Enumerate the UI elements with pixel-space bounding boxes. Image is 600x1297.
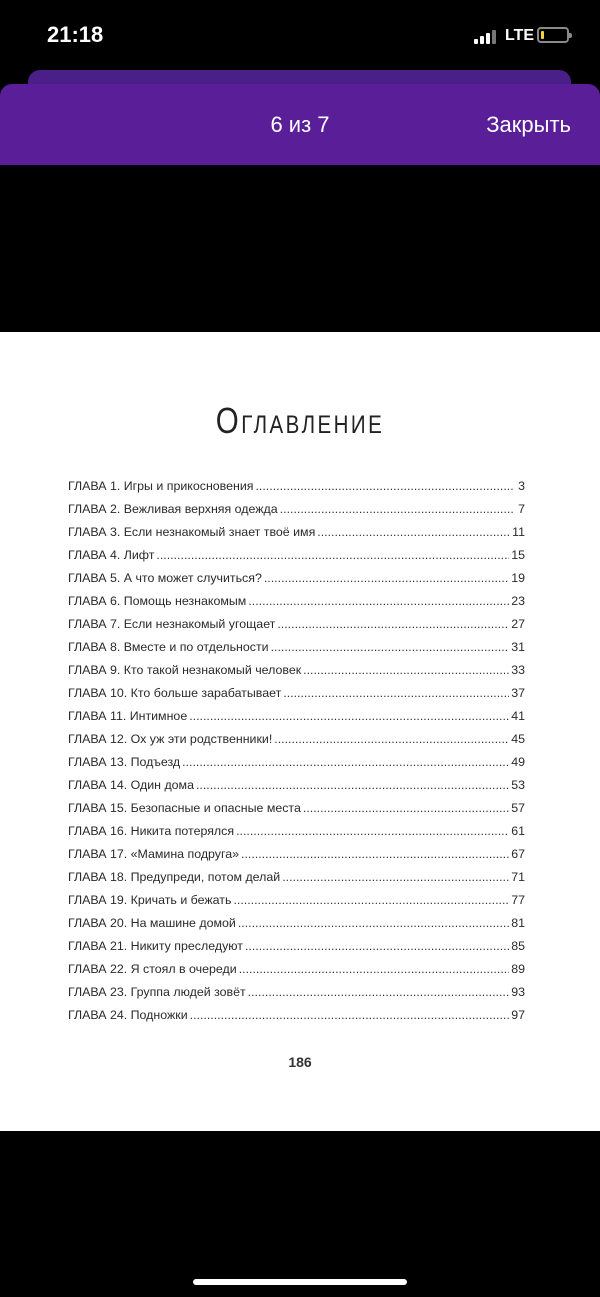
toc-leader-dots [236,824,509,838]
toc-leader-dots [182,755,509,769]
toc-leader-dots [264,571,509,585]
toc-chapter-label: ГЛАВА 11. Интимное [68,709,188,723]
toc-chapter-label: ГЛАВА 14. Один дома [68,778,194,792]
toc-leader-dots [271,640,510,654]
toc-chapter-label: ГЛАВА 15. Безопасные и опасные места [68,801,301,815]
toc-page-number: 85 [511,939,525,953]
toc-row [68,571,525,594]
toc-leader-dots [283,686,509,700]
toc-page-number: 67 [511,847,525,861]
toc-chapter-label: ГЛАВА 5. А что может случиться? [68,571,262,585]
toc-row [68,594,525,617]
signal-icon [474,30,498,44]
toc-row [68,479,525,502]
toc-page-number: 71 [511,870,525,884]
toc-chapter-label: ГЛАВА 7. Если незнакомый угощает [68,617,276,631]
toc-row [68,1008,525,1031]
toc-leader-dots [241,847,509,861]
battery-icon [537,27,569,43]
toc-chapter-label: ГЛАВА 19. Кричать и бежать [68,893,232,907]
toc-row [68,824,525,847]
toc-row [68,686,525,709]
toc-chapter-label: ГЛАВА 20. На машине домой [68,916,236,930]
toc-row [68,709,525,732]
toc-leader-dots [280,502,513,516]
toc-leader-dots [238,916,509,930]
toc-leader-dots [189,709,509,723]
toc-leader-dots [317,525,510,539]
close-button[interactable]: Закрыть [486,112,571,137]
image-counter: 6 из 7 [270,112,330,137]
home-indicator[interactable] [193,1279,407,1285]
viewer-header [0,84,600,165]
toc-page-number: 7 [518,502,525,516]
toc-chapter-label: ГЛАВА 12. Ох уж эти родственники! [68,732,273,746]
toc-chapter-label: ГЛАВА 17. «Мамина подруга» [68,847,240,861]
toc-chapter-label: ГЛАВА 6. Помощь незнакомым [68,594,247,608]
toc-page-number: 3 [518,479,525,493]
toc-page-number: 27 [511,617,525,631]
toc-row [68,801,525,824]
toc-page-number: 45 [511,732,525,746]
toc-leader-dots [233,893,509,907]
toc-page-number: 37 [511,686,525,700]
toc-chapter-label: ГЛАВА 9. Кто такой незнакомый человек [68,663,302,677]
toc-row [68,548,525,571]
toc-row [68,962,525,985]
toc-row [68,939,525,962]
toc-page-number: 31 [511,640,525,654]
toc-leader-dots [190,1008,510,1022]
toc-leader-dots [255,479,513,493]
toc-chapter-label: ГЛАВА 16. Никита потерялся [68,824,235,838]
page-title: Оглавление [215,400,385,441]
toc-row [68,755,525,778]
toc-chapter-label: ГЛАВА 24. Подножки [68,1008,188,1022]
table-of-contents [68,479,525,1031]
toc-leader-dots [303,801,509,815]
toc-page-number: 77 [511,893,525,907]
toc-page-number: 53 [511,778,525,792]
network-type: LTE [505,27,535,44]
toc-row [68,502,525,525]
toc-page-number: 81 [511,916,525,930]
toc-chapter-label: ГЛАВА 4. Лифт [68,548,155,562]
toc-chapter-label: ГЛАВА 8. Вместе и по отдельности [68,640,269,654]
toc-row [68,870,525,893]
toc-page-number: 49 [511,755,525,769]
toc-row [68,663,525,686]
toc-chapter-label: ГЛАВА 22. Я стоял в очереди [68,962,237,976]
toc-chapter-label: ГЛАВА 18. Предупреди, потом делай [68,870,281,884]
toc-page-number: 33 [511,663,525,677]
toc-row [68,617,525,640]
toc-leader-dots [239,962,510,976]
toc-leader-dots [282,870,509,884]
book-page-image[interactable] [0,332,600,1131]
toc-chapter-label: ГЛАВА 23. Группа людей зовёт [68,985,246,999]
toc-leader-dots [274,732,509,746]
toc-row [68,916,525,939]
toc-leader-dots [196,778,509,792]
toc-page-number: 23 [511,594,525,608]
toc-row [68,732,525,755]
toc-page-number: 19 [511,571,525,585]
toc-page-number: 11 [512,525,525,539]
toc-page-number: 97 [511,1008,525,1022]
toc-row [68,778,525,801]
toc-row [68,847,525,870]
toc-leader-dots [277,617,509,631]
toc-leader-dots [156,548,509,562]
toc-page-number: 89 [511,962,525,976]
toc-row [68,525,525,548]
status-bar [0,0,600,72]
toc-page-number: 93 [511,985,525,999]
toc-chapter-label: ГЛАВА 2. Вежливая верхняя одежда [68,502,278,516]
toc-page-number: 61 [511,824,525,838]
toc-page-number: 57 [511,801,525,815]
clock: 21:18 [47,22,104,47]
toc-leader-dots [303,663,509,677]
toc-chapter-label: ГЛАВА 3. Если незнакомый знает твоё имя [68,525,316,539]
toc-page-number: 41 [511,709,525,723]
toc-leader-dots [245,939,509,953]
toc-chapter-label: ГЛАВА 21. Никиту преследуют [68,939,243,953]
toc-chapter-label: ГЛАВА 1. Игры и прикосновения [68,479,254,493]
toc-leader-dots [248,985,510,999]
toc-chapter-label: ГЛАВА 10. Кто больше зарабатывает [68,686,282,700]
toc-row [68,985,525,1008]
toc-row [68,893,525,916]
page-number: 186 [288,1054,312,1070]
toc-page-number: 15 [511,548,525,562]
toc-chapter-label: ГЛАВА 13. Подъезд [68,755,181,769]
toc-row [68,640,525,663]
toc-leader-dots [248,594,509,608]
